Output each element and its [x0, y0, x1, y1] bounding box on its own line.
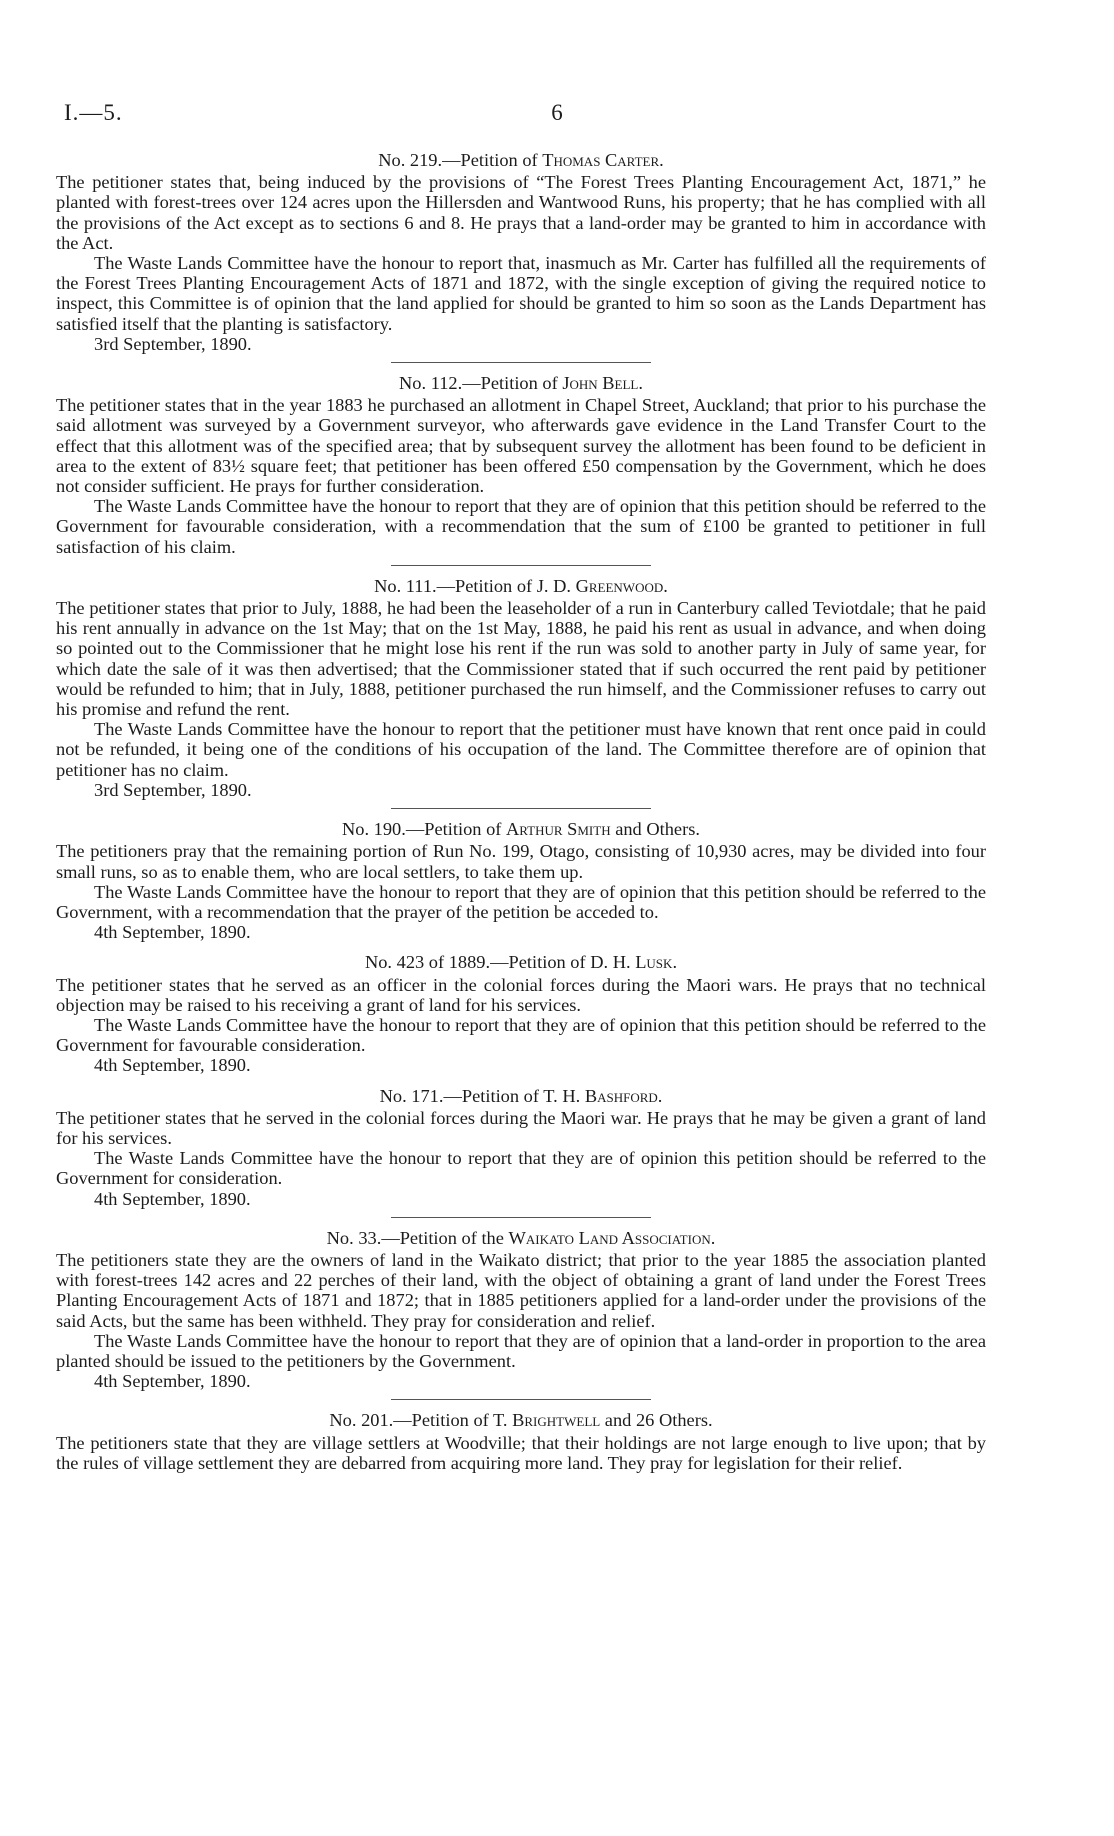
report-date: 3rd September, 1890. — [94, 779, 252, 800]
section-divider — [391, 565, 651, 566]
report-date: 4th September, 1890. — [94, 1188, 251, 1209]
petition-title: No. 190.—Petition of Arthur Smith and Others. — [342, 819, 700, 840]
petition-section — [56, 819, 986, 942]
petition-title: No. 33.—Petition of the Waikato Land Association. — [326, 1227, 716, 1248]
petition-statement: The petitioners state they are the owners of land in the Waikato district; that prior to the year 1885 the association planted with forest-trees 142 acres and 22 perches of their land, with the object of obtaining a grant of land under the Forest Trees Planting Encouragement Acts of 1871 and 1872; that in 1885 petitioners applied for a land-order under the provisions of the said Acts, but the same has been withheld. They pray for consideration and relief. — [56, 1249, 986, 1331]
committee-report: The Waste Lands Committee have the honour to report that they are of opinion that this petition should be referred to the Government for favourable consideration. — [56, 1014, 986, 1056]
section-gap — [56, 942, 986, 952]
petition-section — [56, 1086, 986, 1209]
petition-section — [56, 1410, 986, 1473]
report-date: 4th September, 1890. — [94, 922, 251, 943]
page-reference: I.—5. — [64, 100, 123, 125]
petition-statement: The petitioner states that, being induced by the provisions of “The Forest Trees Planting Encouragement Act, 1871,” he planted with forest-trees over 124 acres upon the Hillersden and Wantwood Runs, his property; that he has complied with all the provisions of the Act except as to sections 6 and 8. He prays that a land-order may be granted to him in accordance with the Act. — [56, 172, 986, 253]
section-divider — [391, 362, 651, 363]
petition-statement: The petitioner states that he served as an officer in the colonial forces during the Maori wars. He prays that no technical objection may be raised to his receiving a grant of land for his services. — [56, 974, 986, 1015]
petition-statement: The petitioner states that he served in the colonial forces during the Maori war. He prays that he may be given a grant of land for his services. — [56, 1107, 986, 1148]
section-gap — [56, 1076, 986, 1086]
petitions-body — [56, 150, 986, 1473]
petition-statement: The petitioners pray that the remaining portion of Run No. 199, Otago, consisting of 10,930 acres, may be divided into four small runs, so as to enable them, who are local settlers, to take them up. — [56, 841, 986, 882]
petition-title: No. 171.—Petition of T. H. Bashford. — [379, 1085, 663, 1106]
report-date: 4th September, 1890. — [94, 1371, 251, 1392]
section-divider — [391, 1399, 651, 1400]
petition-section — [56, 1228, 986, 1392]
page-number: 6 — [551, 100, 563, 125]
petition-section — [56, 150, 986, 354]
section-divider — [391, 808, 651, 809]
committee-report: The Waste Lands Committee have the honour to report that the petitioner must have known that rent once paid in could not be refunded, it being one of the conditions of his occupation of the land. The Committee therefore are of opinion that petitioner has no claim. — [56, 719, 986, 780]
petition-statement: The petitioner states that in the year 1883 he purchased an allotment in Chapel Street, Auckland; that prior to his purchase the said allotment was surveyed by a Government surveyor, who afterwards gave evidence in the Land Transfer Court to the effect that this allotment was of the specified area; that by subsequent survey the allotment has been found to be deficient in area to the extent of 83½ square feet; that petitioner has been offered £50 compensation by the Government, which he does not consider sufficient. He prays for further consideration. — [56, 395, 986, 497]
petition-title: No. 201.—Petition of T. Brightwell and 26 Others. — [329, 1410, 713, 1431]
petition-statement: The petitioner states that prior to July, 1888, he had been the leaseholder of a run in Canterbury called Teviotdale; that he paid his rent annually in advance on the 1st May; that on the 1st May, 1888, he paid his rent as usual in advance, and when doing so pointed out to the Commissioner that he might lose his rent if the run was sold to another party in July of same year, for which date the sale of it was then advertised; that the Commissioner stated that if such occurred the rent paid by petitioner would be refunded to him; that in July, 1888, petitioner purchased the run himself, and the Commissioner refuses to carry out his promise and refund the rent. — [56, 598, 986, 720]
committee-report: The Waste Lands Committee have the honour to report that they are of opinion that a land-order in proportion to the area planted should be issued to the petitioners by the Government. — [56, 1330, 986, 1371]
committee-report: The Waste Lands Committee have the honour to report that, inasmuch as Mr. Carter has fulfilled all the requirements of the Forest Trees Planting Encouragement Acts of 1871 and 1872, with the single exception of giving the required notice to inspect, this Committee is of opinion that the land applied for should be granted to him so soon as the Lands Department has satisfied itself that the planting is satisfactory. — [56, 253, 986, 334]
section-divider — [391, 1217, 651, 1218]
report-date: 3rd September, 1890. — [94, 333, 252, 354]
committee-report: The Waste Lands Committee have the honour to report that they are of opinion this petition should be referred to the Government for consideration. — [56, 1148, 986, 1189]
petition-title: No. 219.—Petition of Thomas Carter. — [378, 150, 664, 170]
committee-report: The Waste Lands Committee have the honour to report that they are of opinion that this petition should be referred to the Government, with a recommendation that the prayer of the petition be acceded to. — [56, 881, 986, 922]
petition-title: No. 111.—Petition of J. D. Greenwood. — [374, 575, 668, 596]
petition-section — [56, 576, 986, 800]
petition-section — [56, 373, 986, 557]
petition-section — [56, 952, 986, 1075]
committee-report: The Waste Lands Committee have the honour to report that they are of opinion that this petition should be referred to the Government for favourable consideration, with a recommendation that the sum of £100 be granted to petitioner in full satisfaction of his claim. — [56, 496, 986, 557]
petition-statement: The petitioners state that they are village settlers at Woodville; that their holdings are not large enough to live upon; that by the rules of village settlement they are debarred from acquiring more land. They pray for legislation for their relief. — [56, 1432, 986, 1473]
petition-title: No. 112.—Petition of John Bell. — [399, 373, 643, 394]
report-date: 4th September, 1890. — [94, 1055, 251, 1076]
petition-title: No. 423 of 1889.—Petition of D. H. Lusk. — [364, 952, 678, 973]
